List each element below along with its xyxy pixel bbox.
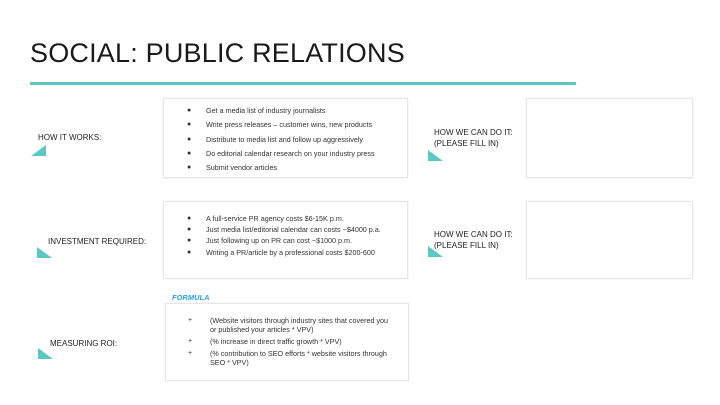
- fill-in-box[interactable]: [526, 98, 693, 178]
- list-item: ● Writing a PR/article by a professional costs $200-600: [187, 247, 375, 257]
- plus-icon: +: [188, 338, 193, 345]
- slide-title: SOCIAL: PUBLIC RELATIONS: [30, 38, 405, 68]
- bullet-icon: ●: [187, 121, 192, 129]
- accent-triangle-icon: [37, 247, 52, 258]
- how-it-works-list: [164, 106, 407, 172]
- plus-icon: +: [188, 350, 193, 357]
- how-we-can-do-it-label: HOW WE CAN DO IT: (PLEASE FILL IN): [434, 230, 513, 250]
- measuring-roi-label: MEASURING ROI:: [50, 339, 118, 348]
- list-item: ● Just following up on PR can cost ~$1000 p.m.: [187, 236, 353, 246]
- bullet-icon: ●: [187, 215, 192, 222]
- list-item: + (% increase in direct traffic growth * VPV): [188, 337, 342, 346]
- bullet-icon: ●: [187, 164, 192, 172]
- formula-heading: FORMULA: [172, 293, 210, 302]
- bullet-icon: ●: [187, 248, 192, 256]
- accent-triangle-icon: [428, 246, 443, 257]
- plus-icon: +: [188, 317, 193, 324]
- accent-triangle-icon: [38, 348, 53, 359]
- list-item: ● Do editorial calendar research on your industry press: [187, 148, 375, 158]
- formula-list: [166, 316, 408, 367]
- investment-list: [164, 214, 407, 257]
- investment-box: [163, 201, 408, 279]
- bullet-icon: ●: [187, 237, 192, 245]
- how-we-can-do-it-label: HOW WE CAN DO IT: (PLEASE FILL IN): [434, 128, 513, 148]
- list-item: + (% contribution to SEO efforts * website visitors through SEO * VPV): [188, 349, 387, 367]
- list-item: ● Submit vendor articles: [187, 163, 278, 173]
- list-item: ● Distribute to media list and follow up aggressively: [187, 134, 364, 144]
- list-item: ● Just media list/editorial calendar can costs ~$4000 p.a.: [187, 225, 381, 235]
- fill-in-box[interactable]: [526, 201, 693, 279]
- bullet-icon: ●: [187, 149, 192, 157]
- title-underline: [30, 82, 576, 85]
- list-item: ● Get a media list of industry journalists: [187, 106, 326, 115]
- list-item: ● A full-service PR agency costs $6-15K p.m.: [187, 214, 344, 223]
- formula-box: [165, 303, 409, 381]
- bullet-icon: ●: [187, 226, 192, 234]
- how-it-works-label: HOW IT WORKS:: [38, 133, 102, 142]
- accent-triangle-icon: [428, 150, 443, 161]
- bullet-icon: ●: [187, 135, 192, 143]
- how-it-works-box: [163, 98, 408, 178]
- accent-triangle-icon: [31, 145, 46, 156]
- list-item: ● Write press releases – customer wins, new products: [187, 120, 373, 130]
- investment-required-label: INVESTMENT REQUIRED:: [48, 237, 147, 246]
- bullet-icon: ●: [187, 107, 192, 114]
- list-item: + (Website visitors through industry sites that covered you or published your articles * VPV): [188, 316, 389, 334]
